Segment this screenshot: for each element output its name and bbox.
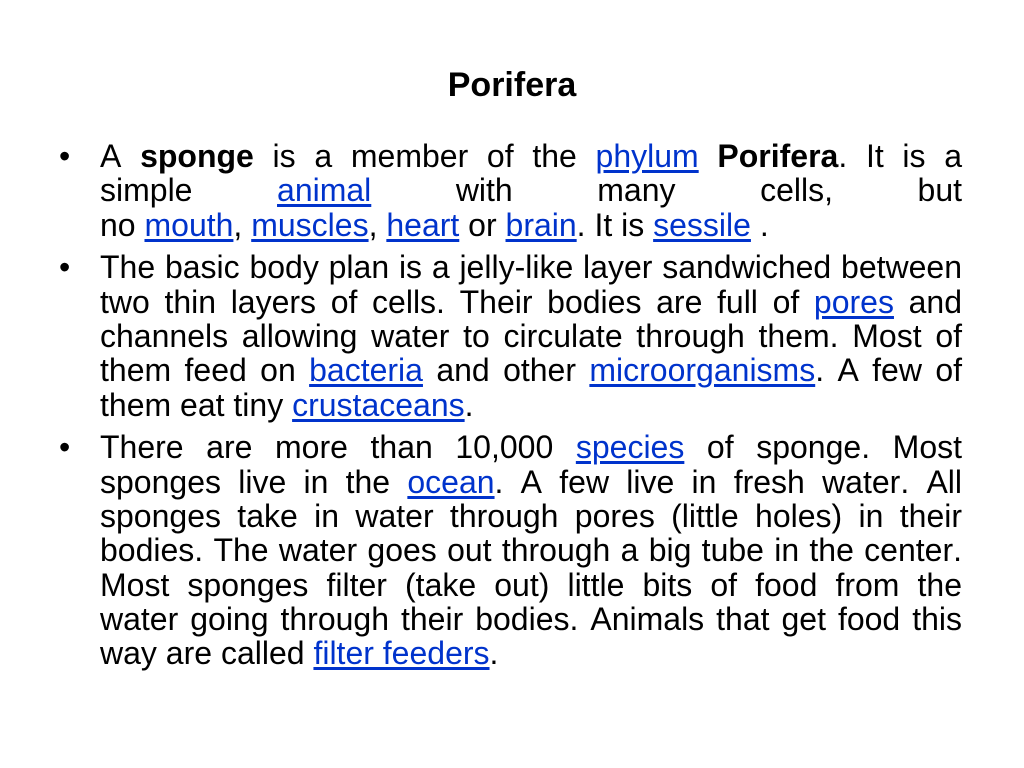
text-run: . It is [576, 206, 654, 243]
bold-term: Porifera [717, 138, 839, 174]
text-run: Most sponges filter (take out) little bits of food from the [100, 566, 962, 603]
text-line [100, 430, 962, 464]
text-line [100, 388, 962, 422]
hyperlink-mouth[interactable]: mouth [144, 206, 234, 243]
hyperlink-pores[interactable]: pores [813, 283, 894, 320]
hyperlink-ocean[interactable]: ocean [407, 463, 495, 500]
text-run: is a member of the [253, 138, 596, 174]
hyperlink-sessile[interactable]: sessile [653, 206, 751, 243]
text-run: them feed on [100, 352, 310, 389]
hyperlink-animal[interactable]: animal [277, 172, 372, 209]
text-line [100, 602, 962, 636]
text-line [100, 173, 962, 207]
bullet-marker: • [59, 249, 71, 286]
hyperlink-bacteria[interactable]: bacteria [309, 352, 423, 389]
text-run: . [489, 635, 499, 672]
hyperlink-species[interactable]: species [575, 429, 685, 466]
text-run: of sponge. Most [684, 429, 963, 466]
hyperlink-crustaceans[interactable]: crustaceans [292, 386, 465, 423]
text-run: sponges live in the [100, 463, 408, 500]
bullet-item [59, 429, 963, 672]
text-run: them eat tiny [100, 386, 293, 423]
text-run: A [100, 138, 141, 174]
text-run: , [233, 206, 252, 243]
bold-term: sponge [140, 138, 254, 174]
text-run: sponges take in water through pores (little holes) in their [100, 497, 962, 534]
text-run: with many cells, but [371, 172, 963, 209]
hyperlink-phylum[interactable]: phylum [595, 138, 699, 174]
text-line [100, 353, 962, 387]
text-line [100, 568, 962, 602]
text-run: The basic body plan is a jelly-like layer sandwiched between [100, 249, 962, 286]
text-run: two thin layers of cells. Their bodies are full of [100, 283, 814, 320]
text-line [100, 465, 962, 499]
bullet-marker: • [59, 429, 71, 466]
text-line [100, 139, 962, 173]
hyperlink-heart[interactable]: heart [386, 206, 460, 243]
slide-title: Porifera [447, 66, 577, 104]
text-run: . A few live in fresh water. All [494, 463, 963, 500]
hyperlink-brain[interactable]: brain [505, 206, 577, 243]
bullet-item [59, 138, 963, 243]
text-run: bodies. The water goes out through a big tube in the center. [100, 532, 962, 569]
text-run: way are called [100, 635, 314, 672]
text-run: simple [100, 172, 278, 209]
text-line [100, 319, 962, 353]
bullet-list [59, 138, 963, 672]
hyperlink-muscles[interactable]: muscles [251, 206, 369, 243]
text-run: . A few of [815, 352, 963, 389]
text-line [100, 285, 962, 319]
text-run: , [368, 206, 387, 243]
text-line [100, 250, 962, 284]
text-run: or [459, 206, 506, 243]
text-run: . [464, 386, 474, 423]
text-line [100, 208, 962, 242]
text-run [699, 138, 718, 174]
hyperlink-filter-feeders[interactable]: filter feeders [313, 635, 490, 672]
text-run: There are more than 10,000 [100, 429, 576, 466]
text-run: water going through their bodies. Animals that get food this [100, 600, 962, 637]
text-run: no [100, 206, 145, 243]
text-run: . [750, 206, 769, 243]
text-line [100, 533, 962, 567]
text-run: . It is a [838, 138, 963, 174]
text-run: and [893, 283, 963, 320]
bullet-item [59, 249, 963, 423]
text-run: channels allowing water to circulate through them. Most of [100, 317, 962, 354]
text-run: and other [422, 352, 590, 389]
bullet-marker: • [59, 138, 71, 174]
text-line [100, 499, 962, 533]
hyperlink-microorganisms[interactable]: microorganisms [589, 352, 816, 389]
text-line [100, 636, 962, 670]
